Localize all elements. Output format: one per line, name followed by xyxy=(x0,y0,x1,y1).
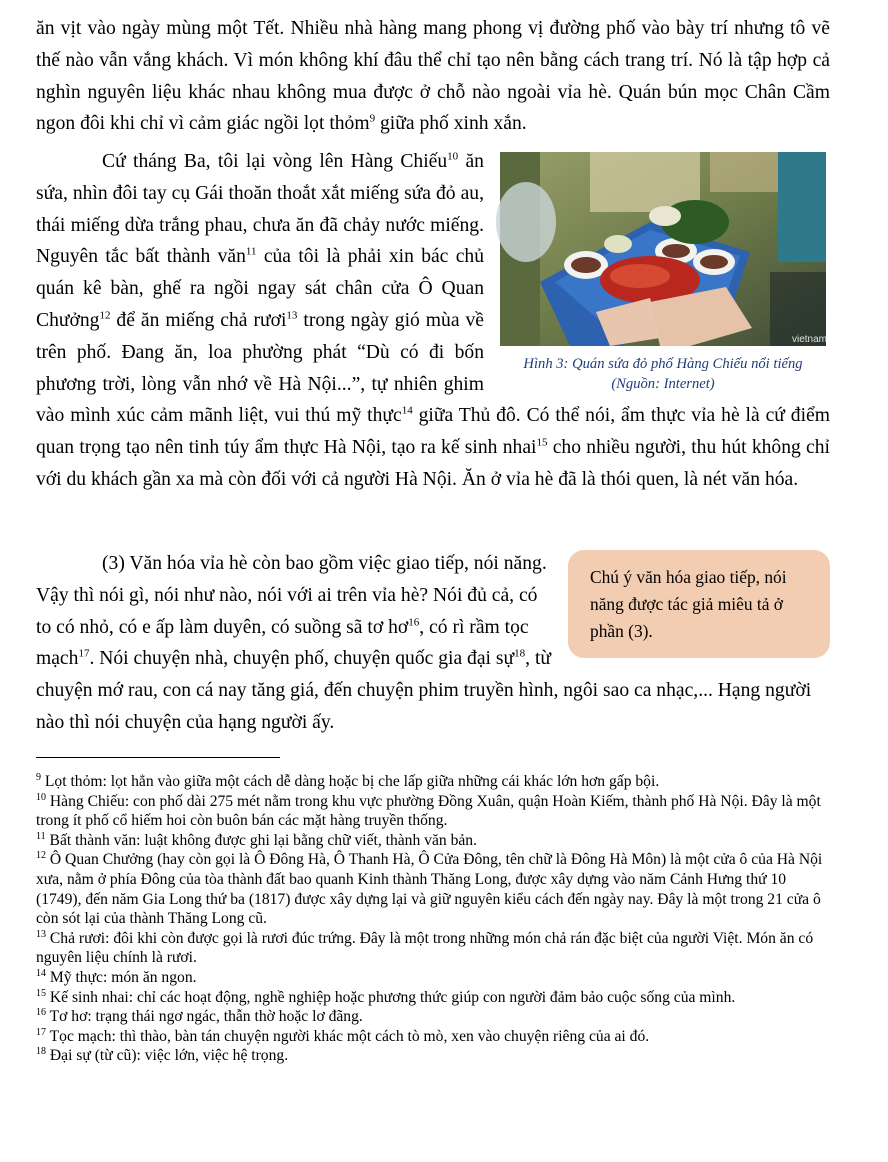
footnote-ref-15[interactable]: 15 xyxy=(536,436,548,449)
caption-source: (Nguồn: Internet) xyxy=(611,376,715,392)
footnote-ref-13[interactable]: 13 xyxy=(286,309,298,322)
photo-watermark: vietnamnet xyxy=(792,334,841,345)
footnote-18: $^{18}$ Đại sự (từ cũ): việc lớn, việc hệ trọng. xyxy=(36,1046,289,1065)
footnote-13: $^{13}$ Chả rươi: đôi khi còn được gọi là rươi đúc trứng. Đây là một trong những món chả rán đặc biệt của người Việt. Món ăn có nguyên liệu chính là rươi. xyxy=(36,928,814,967)
footnote-17: $^{17}$ Tọc mạch: thì thào, bàn tán chuyện người khác một cách tò mò, xen vào chuyện riêng của ai đó. xyxy=(36,1026,650,1045)
section-giao-tiep xyxy=(36,548,830,739)
figure-caption xyxy=(496,354,830,394)
figure-3 xyxy=(496,152,841,394)
footnote-14: $^{14}$ Mỹ thực: món ăn ngon. xyxy=(36,967,197,986)
footnote-ref-9[interactable]: 9 xyxy=(369,112,376,125)
footnote-separator xyxy=(36,757,280,758)
footnote-ref-14[interactable]: 14 xyxy=(401,404,413,417)
food-photo-illustration xyxy=(500,152,841,346)
footnote-12: $^{12}$ Ô Quan Chưởng (hay còn gọi là Ô Đông Hà, Ô Thanh Hà, Ô Cửa Đông, tên chữ là Đông Hà Môn) là một cửa ô của Hà Nội xưa, nằm ở phía Đông của tòa thành đất bao quanh Kinh thành Thăng Long, được xây dựng vào năm Cảnh Hưng thứ 10 (1749), đến năm Gia Long thứ ba (1817) được xây dựng lại và giữ nguyên kiểu cách đến ngày nay. Đây là một trong 21 cửa ô còn sót lại của thành Thăng Long cũ. xyxy=(36,850,823,928)
section-hang-chieu xyxy=(36,146,841,496)
footnote-ref-18[interactable]: 18 xyxy=(514,647,526,660)
footnote-11: $^{11}$ Bất thành văn: luật không được ghi lại bằng chữ viết, thành văn bản. xyxy=(36,830,477,849)
footnote-ref-11[interactable]: 11 xyxy=(245,245,257,258)
callout-box xyxy=(568,550,830,658)
footnote-16: $^{16}$ Tơ hơ: trạng thái ngơ ngác, thẫn thờ hoặc lơ đãng. xyxy=(36,1006,363,1026)
footnote-9: $^9$ Lọt thỏm: lọt hẳn vào giữa một cách dễ dàng hoặc bị che lấp giữa những cái khác lớn hơn gấp bội. xyxy=(36,771,660,790)
callout-text: Chú ý văn hóa giao tiếp, nói năng được tác giả miêu tả ở phần (3). xyxy=(590,567,787,641)
footnote-ref-12[interactable]: 12 xyxy=(99,309,111,322)
footnote-ref-10[interactable]: 10 xyxy=(447,150,459,163)
footnotes xyxy=(36,772,830,1066)
intro-paragraph: ăn vịt vào ngày mùng một Tết. Nhiều nhà hàng mang phong vị đường phố vào bày trí nhưng tô vẽ thế nào vẫn vắng khách. Vì món không khí đâu thể chỉ tạo nên bằng cách trang trí. Nó là tập hợp cả nghìn nguyên liệu khác nhau không mua được ở chỗ nào ngoài vỉa hè. Quán bún mọc Chân Cầm ngon đôi khi chỉ vì cảm giác ngồi lọt thỏm$^9$ giữa phố xinh xắn. xyxy=(36,18,830,135)
caption-title: Hình 3: Quán sứa đỏ phố Hàng Chiếu nổi tiếng xyxy=(523,356,803,372)
paragraph-hang-chieu: Cứ tháng Ba, tôi lại vòng lên Hàng Chiếu$^{10}$ ăn sứa, nhìn đôi tay cụ Gái thoăn thoắt xắt miếng sứa đỏ au, thái miếng dừa trắng phau, chưa ăn đã chảy nước miếng. Nguyên tắc bất thành văn$^{11}$ của tôi là phải xin bác chủ quán kê bàn, ghế ra ngồi ngay sát chân cửa Ô Quan Chưởng$^{12}$ để ăn miếng chả rươi$^{13}$ trong ngày gió mùa về trên phố. Đang ăn, loa phường phát “Dù có đi bốn phương trời, lòng vẫn nhớ về Hà Nội...”, tự nhiên ghim vào mình xúc cảm mãnh liệt, vui thú mỹ thực$^{14}$ giữa Thủ đô. Có thể nói, ẩm thực vỉa hè là cứ điểm quan trọng tạo nên tinh túy ẩm thực Hà Nội, tạo ra kế sinh nhai$^{15}$ cho nhiều người, thu hút không chỉ với du khách gần xa mà còn đối với cả người Hà Nội. Ăn ở vỉa hè đã là thói quen, là nét văn hóa. xyxy=(36,150,830,490)
footnote-ref-17[interactable]: 17 xyxy=(78,647,90,660)
footnote-10: $^{10}$ Hàng Chiếu: con phố dài 275 mét nằm trong khu vực phường Đồng Xuân, quận Hoàn Kiếm, thành phố Hà Nội. Đây là một trong ít phố cổ hiếm hoi còn buôn bán các mặt hàng truyền thống. xyxy=(36,791,821,830)
footnote-15: $^{15}$ Kế sinh nhai: chỉ các hoạt động, nghề nghiệp hoặc phương thức giúp con người đảm bảo cuộc sống của mình. xyxy=(36,987,736,1006)
footnote-ref-16[interactable]: 16 xyxy=(408,616,420,629)
paragraph-giao-tiep: (3) Văn hóa vỉa hè còn bao gồm việc giao tiếp, nói năng. Vậy thì nói gì, nói như nào, nói với ai trên vỉa hè? Nói đủ cả, có to có nhỏ, có e ấp làm duyên, có suồng sã tơ $hơ^{16}$, có rì rầm tọc mạch$^{17}$. Nói chuyện nhà, chuyện phố, chuyện quốc gia đại sự$^{18}$, từ chuyện mớ rau, con cá nay tăng giá, đến chuyện phim truyền hình, ngôi sao ca nhạc,... Hạng người nào thì nói chuyện của hạng người ấy. xyxy=(36,553,812,733)
photo-sua-do-hang-chieu xyxy=(500,152,841,346)
